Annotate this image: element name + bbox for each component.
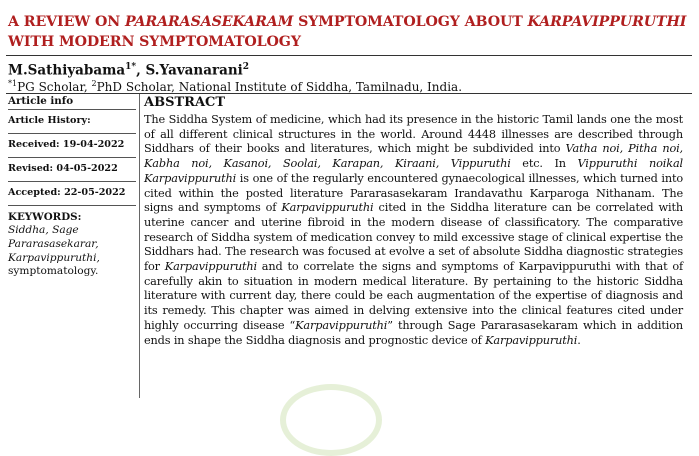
affiliation-mark-1: *1: [8, 79, 18, 88]
sidebar-divider: [8, 205, 136, 206]
keywords-heading: KEYWORDS:: [8, 211, 82, 223]
abstract-italic: Karpavippuruthi: [164, 260, 257, 274]
title-text: WITH MODERN SYMPTOMATOLOGY: [8, 34, 301, 50]
revised-date: Revised: 04-05-2022: [8, 163, 118, 174]
abstract-text: The Siddha System of medicine, which had its presence in the historic Tamil lands one the most of all different clinical structures in the world. Around 4448 illnesses are described through Siddhars of their books and literatures, which might be subdivided into: [144, 113, 683, 156]
author-1: M.Sathiyabama: [8, 62, 126, 79]
keywords-plain: symptomatology.: [8, 265, 99, 278]
title-text: SYMPTOMATOLOGY ABOUT: [293, 14, 528, 30]
accepted-date: Accepted: 22-05-2022: [8, 187, 126, 198]
title-italic-pararasasekaram: PARARASASEKARAM: [124, 14, 294, 30]
sidebar-divider: [8, 109, 136, 110]
sidebar-divider: [8, 133, 136, 134]
title-divider: [6, 55, 692, 56]
keywords-italic: Siddha, Sage Pararasasekarar, Karpavippuruthi,: [8, 224, 100, 264]
abstract-text: cited in the Siddha literature can be correlated with uterine cancer and uterine fibroid in the modern disease of classificatory. The comparative research of Siddha system of medication convey to mild excessive stage of clinical expertise the Siddhars had. The research was focused at evolve a set of absolute Siddha diagnostic strategies for: [144, 201, 683, 274]
sidebar-divider: [8, 181, 136, 182]
abstract-italic: Vippuruthi noikal Karpavippuruthi: [144, 157, 683, 185]
abstract-text: is one of the regularly encountered gynaecological illnesses, which turned into cited within the posted literature Pararasasekaram Irandavathu Karparoga Nithanam. The signs and symptoms of: [144, 171, 683, 215]
title-italic-karpavippuruthi: KARPAVIPPURUTHI: [527, 14, 687, 30]
abstract-body: [144, 113, 683, 348]
journal-seal-watermark: [280, 384, 382, 456]
keywords-list: [8, 224, 136, 279]
abstract-italic: Karpavippuruthi: [485, 333, 578, 347]
abstract-italic: Karpavippuruthi: [295, 318, 388, 332]
abstract-text: .: [577, 333, 581, 347]
title-text: A REVIEW ON: [8, 14, 125, 30]
author-2-affiliation-mark: 2: [242, 62, 250, 72]
article-info-heading: Article info: [8, 95, 74, 107]
abstract-italic: Vatha noi, Pitha noi, Kabha noi, Kasanoi, Soolai, Karapan, Kiraani, Vippuruthi: [144, 142, 683, 171]
article-title: [8, 12, 692, 52]
abstract-text: and to correlate the signs and symptoms of Karpavippuruthi with that of carefully akin to situation in modern medical literature. By pertaining to the historic Siddha literature with current day, there could be each augmentation of the expertise of diagnosis and its remedy. This chapter was aimed in delving extensive into the clinical features cited under highly occurring disease “: [144, 260, 683, 332]
article-history-heading: Article History:: [8, 115, 91, 126]
affiliation-text-2: PhD Scholar, National Institute of Siddha, Tamilnadu, India.: [96, 80, 463, 94]
author-separator: ,: [136, 62, 146, 79]
affiliation-text-1: PG Scholar,: [17, 80, 92, 94]
abstract-heading: ABSTRACT: [144, 95, 226, 110]
column-divider: [139, 94, 140, 398]
author-2: S.Yavanarani: [145, 62, 243, 79]
abstract-italic: Karpavippuruthi: [281, 201, 374, 215]
affiliation-mark-2: 2: [91, 79, 97, 88]
sidebar-divider: [8, 157, 136, 158]
abstract-text: etc. In: [510, 157, 578, 171]
received-date: Received: 19-04-2022: [8, 139, 125, 150]
abstract-text: ” through Sage Pararasasekaram which in addition ends in shape the Siddha diagnosis and prognostic device of: [144, 318, 683, 347]
article-info-sidebar: [8, 94, 136, 279]
author-1-affiliation-mark: 1*: [125, 62, 137, 72]
